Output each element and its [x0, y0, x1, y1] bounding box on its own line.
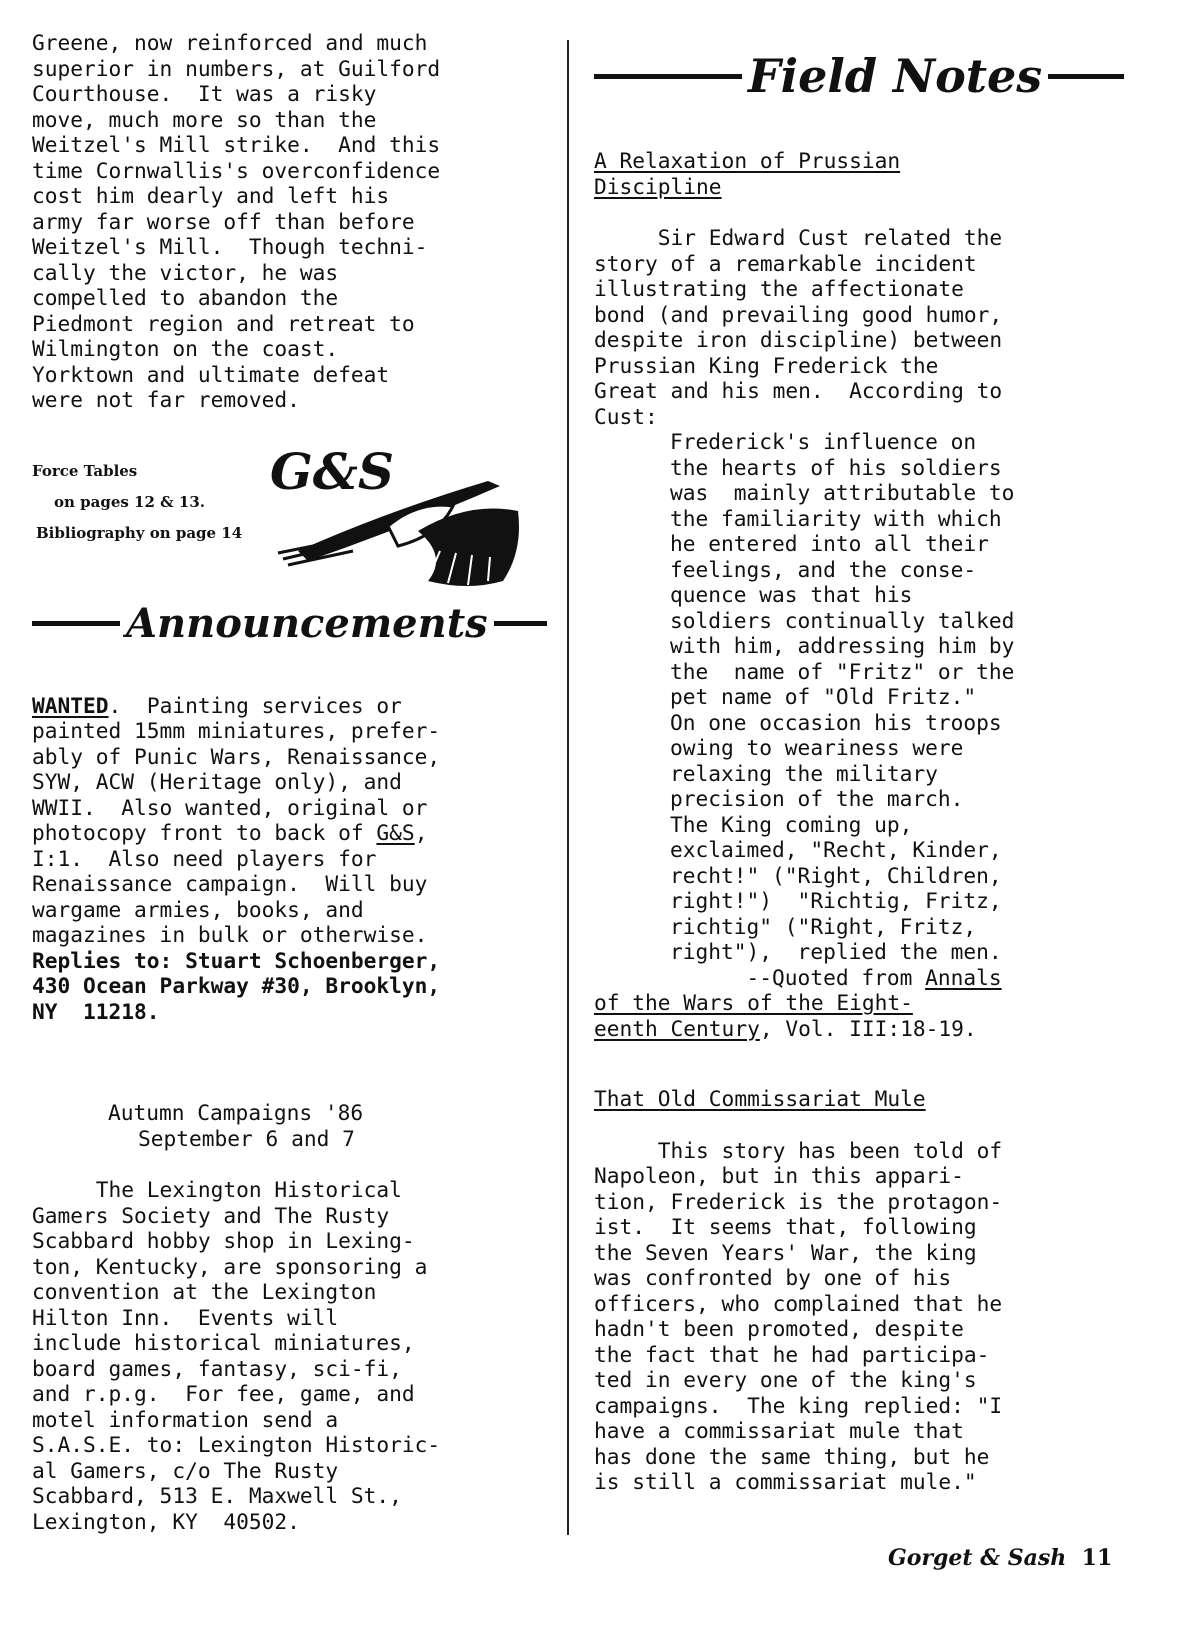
article-relaxation — [594, 148, 1124, 1041]
text-line: has done the same thing, but he — [594, 1443, 990, 1469]
wanted-announcement — [32, 693, 547, 1025]
quote-line: right!") "Richtig, Fritz, — [670, 888, 1002, 913]
source-title: Annals — [925, 964, 1002, 990]
text-line: have a commissariat mule that — [594, 1418, 964, 1443]
text-line: cost him dearly and left his — [32, 183, 390, 208]
text-line — [32, 820, 547, 846]
gs-ref: G&S — [376, 820, 415, 845]
reply-line: 430 Ocean Parkway #30, Brooklyn, — [32, 973, 441, 998]
quote-line: the name of "Fritz" or the — [670, 658, 1015, 684]
force-tables-pages: on pages 12 & 13. — [54, 492, 205, 511]
source-line — [670, 965, 1124, 991]
text-line: include historical miniatures, — [32, 1330, 415, 1355]
quote-line: Frederick's influence on — [670, 429, 977, 454]
quote-line: with him, addressing him by — [670, 633, 1015, 658]
text-line: convention at the Lexington — [32, 1279, 377, 1304]
header-rule — [1048, 74, 1124, 79]
autumn-campaigns-announcement — [32, 1100, 547, 1534]
text-line: Yorktown and ultimate defeat — [32, 361, 390, 387]
right-column — [594, 30, 1124, 1495]
text-line: the fact that he had participa- — [594, 1341, 990, 1367]
text-line: Hilton Inn. Events will — [32, 1304, 339, 1330]
intro-paragraph — [32, 30, 547, 413]
source-line — [594, 990, 1124, 1016]
page-number: 11 — [1081, 1545, 1113, 1571]
bibliography-ref: Bibliography on page 14 — [36, 523, 243, 542]
wanted-label: WANTED — [32, 692, 109, 718]
text-line: were not far removed. — [32, 387, 300, 412]
text-line: Scabbard hobby shop in Lexing- — [32, 1228, 415, 1253]
quote-line: was mainly attributable to — [670, 480, 1015, 505]
text-line: tion, Frederick is the protagon- — [594, 1188, 1003, 1214]
text-line: ably of Punic Wars, Renaissance, — [32, 743, 441, 769]
left-column — [32, 30, 547, 1534]
quote-line: quence was that his — [670, 582, 913, 607]
text-line: Cust: — [594, 403, 658, 429]
quote-line: The King coming up, — [670, 811, 913, 837]
text-line: story of a remarkable incident — [594, 250, 977, 276]
text-line: and r.p.g. For fee, game, and — [32, 1381, 415, 1406]
text-line: is still a commissariat mule." — [594, 1469, 977, 1494]
text-line: ted in every one of the king's — [594, 1367, 977, 1392]
quote-line: right"), replied the men. — [670, 939, 1002, 964]
text-line: time Cornwallis's overconfidence — [32, 157, 441, 183]
text-line: magazines in bulk or otherwise. — [32, 922, 428, 947]
quote-line: precision of the march. — [670, 786, 964, 811]
force-tables-label: Force Tables — [32, 461, 138, 480]
text-line: Weitzel's Mill strike. And this — [32, 132, 441, 157]
gs-logo-musket-icon — [268, 441, 538, 591]
reply-line: NY 11218. — [32, 998, 160, 1024]
text-line: Wilmington on the coast. — [32, 336, 339, 361]
gs-line-post: , — [414, 820, 428, 845]
article-title — [594, 148, 1124, 174]
text-line: Sir Edward Cust related the — [594, 225, 1003, 250]
text-line: Courthouse. It was a risky — [32, 81, 377, 106]
field-notes-heading: Field Notes — [748, 49, 1043, 103]
text-line: Napoleon, but in this appari- — [594, 1163, 964, 1188]
article-title — [594, 174, 1124, 200]
text-line: wargame armies, books, and — [32, 896, 364, 922]
text-line: Piedmont region and retreat to — [32, 310, 415, 336]
text-line: Weitzel's Mill. Though techni- — [32, 234, 428, 259]
quote-line: exclaimed, "Recht, Kinder, — [670, 837, 1002, 862]
source-post: , Vol. III:18-19. — [759, 1015, 977, 1041]
source-line — [594, 1016, 1124, 1042]
text-line: hadn't been promoted, despite — [594, 1316, 964, 1341]
article-title-line: Discipline — [594, 173, 722, 199]
text-line: cally the victor, he was — [32, 259, 339, 285]
reply-line: Replies to: Stuart Schoenberger, — [32, 947, 441, 973]
gs-line-pre: photocopy front to back of — [32, 820, 377, 845]
text-line: al Gamers, c/o The Rusty — [32, 1457, 339, 1483]
source-title: eenth Century — [594, 1015, 760, 1041]
text-line: Lexington, KY 40502. — [32, 1508, 300, 1534]
text-line: Greene, now reinforced and much — [32, 30, 428, 55]
gs-logo-text: G&S — [270, 441, 394, 501]
source-title: of the Wars of the Eight- — [594, 990, 913, 1015]
quote-line: he entered into all their — [670, 531, 989, 556]
text-line: WWII. Also wanted, original or — [32, 794, 428, 820]
quote-line: recht!" ("Right, Children, — [670, 862, 1002, 888]
quote-line: relaxing the military — [670, 760, 938, 786]
text-line: I:1. Also need players for — [32, 845, 377, 871]
source-pre: --Quoted from — [670, 964, 926, 990]
quote-line: the hearts of his soldiers — [670, 454, 1002, 480]
quote-line: soldiers continually talked — [670, 607, 1015, 633]
text-line: officers, who complained that he — [594, 1290, 1003, 1316]
text-line: This story has been told of — [594, 1137, 1003, 1163]
header-rule — [494, 621, 547, 626]
quote-line: richtig" ("Right, Fritz, — [670, 913, 977, 939]
text-line: ist. It seems that, following — [594, 1214, 977, 1239]
text-line: campaigns. The king replied: "I — [594, 1392, 1003, 1418]
announcements-heading: Announcements — [126, 600, 488, 647]
quote-line: pet name of "Old Fritz." — [670, 684, 977, 709]
article-title-line: That Old Commissariat Mule — [594, 1086, 926, 1111]
column-divider — [567, 40, 569, 1535]
autumn-title: Autumn Campaigns '86 — [108, 1100, 364, 1125]
text-line: bond (and prevailing good humor, — [594, 301, 1003, 327]
text-line: ton, Kentucky, are sponsoring a — [32, 1253, 428, 1279]
text-line: move, much more so than the — [32, 106, 377, 132]
text-line: illustrating the affectionate — [594, 276, 964, 301]
block-quote — [594, 429, 1124, 990]
page-footer — [888, 1545, 1113, 1571]
article-title-line: A Relaxation of Prussian — [594, 148, 901, 173]
quote-line: feelings, and the conse- — [670, 556, 977, 582]
announcements-header — [32, 593, 547, 655]
text-line: the Seven Years' War, the king — [594, 1239, 977, 1265]
references — [32, 456, 242, 549]
text-line: SYW, ACW (Heritage only), and — [32, 769, 402, 794]
text-line: army far worse off than before — [32, 208, 415, 234]
text-line: was confronted by one of his — [594, 1265, 952, 1290]
quote-line: On one occasion his troops — [670, 709, 1002, 735]
text-line: superior in numbers, at Guilford — [32, 55, 441, 81]
wanted-first-line: . Painting services or — [108, 692, 402, 718]
text-line: board games, fantasy, sci-fi, — [32, 1355, 402, 1381]
gs-references-block — [32, 441, 547, 591]
text-line: Scabbard, 513 E. Maxwell St., — [32, 1483, 402, 1508]
text-line: Great and his men. According to — [594, 378, 1003, 403]
text-line: despite iron discipline) between — [594, 327, 1003, 352]
quote-line: owing to weariness were — [670, 735, 964, 760]
article-title — [594, 1086, 1124, 1112]
quote-line: the familiarity with which — [670, 505, 1002, 531]
field-notes-header — [594, 30, 1124, 122]
magazine-name: Gorget & Sash — [888, 1545, 1067, 1571]
autumn-date: September 6 and 7 — [138, 1125, 355, 1151]
article-commissariat-mule — [594, 1086, 1124, 1495]
text-line: Gamers Society and The Rusty — [32, 1202, 390, 1228]
text-line: painted 15mm miniatures, prefer- — [32, 718, 441, 743]
header-rule — [32, 621, 120, 626]
text-line — [32, 693, 547, 719]
text-line: Prussian King Frederick the — [594, 352, 939, 378]
text-line: compelled to abandon the — [32, 285, 339, 310]
text-line: The Lexington Historical — [32, 1177, 402, 1202]
text-line: Renaissance campaign. Will buy — [32, 871, 428, 896]
text-line: motel information send a — [32, 1406, 339, 1432]
text-line: S.A.S.E. to: Lexington Historic- — [32, 1432, 441, 1457]
header-rule — [594, 74, 742, 79]
